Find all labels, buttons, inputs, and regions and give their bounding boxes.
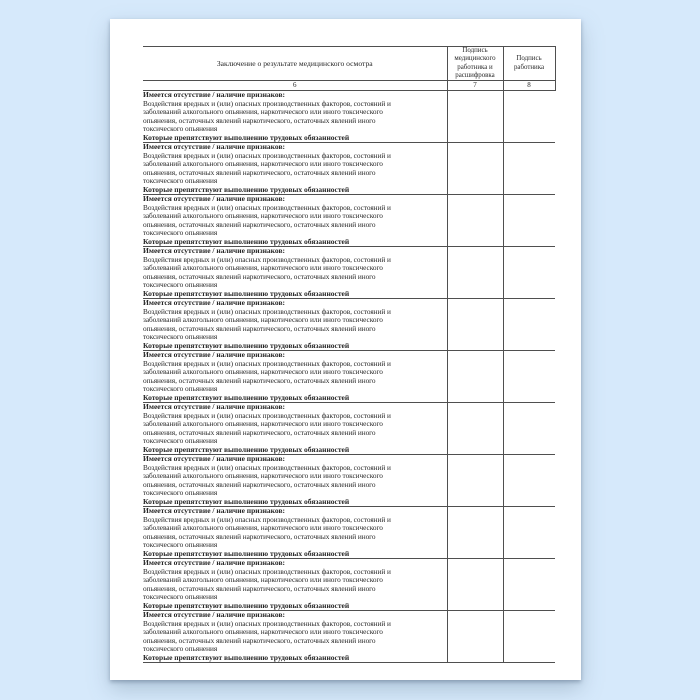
conclusion-cell bbox=[143, 143, 447, 195]
row-footer: Которые препятствуют выполнению трудовых обязанностей bbox=[143, 496, 350, 506]
row-body-line: заболеваний алкогольного опьянения, наркотического или иного токсического bbox=[143, 627, 383, 637]
conclusion-cell bbox=[143, 507, 447, 559]
row-body-line: заболеваний алкогольного опьянения, наркотического или иного токсического bbox=[143, 367, 383, 377]
row-title: Имеется отсутствие / наличие признаков: bbox=[143, 506, 286, 516]
worker-signature-cell[interactable] bbox=[503, 91, 555, 143]
table-row bbox=[143, 91, 555, 143]
row-body-line: опьянения, остаточных явлений наркотического, остаточных явлений иного bbox=[143, 531, 376, 541]
table-row bbox=[143, 455, 555, 507]
header-conclusion: Заключение о результате медицинского осмотра bbox=[143, 47, 447, 81]
row-body-line: Воздействия вредных и (или) опасных производственных факторов, состояний и bbox=[143, 98, 391, 108]
row-title: Имеется отсутствие / наличие признаков: bbox=[143, 610, 286, 620]
table-row bbox=[143, 143, 555, 195]
table-body bbox=[143, 91, 555, 663]
row-body-line: токсического опьянения bbox=[143, 488, 218, 498]
row-body-line: заболеваний алкогольного опьянения, наркотического или иного токсического bbox=[143, 315, 383, 325]
row-footer: Которые препятствуют выполнению трудовых обязанностей bbox=[143, 548, 350, 558]
row-footer: Которые препятствуют выполнению трудовых обязанностей bbox=[143, 340, 350, 350]
row-body-line: заболеваний алкогольного опьянения, наркотического или иного токсического bbox=[143, 575, 383, 585]
row-body-line: токсического опьянения bbox=[143, 332, 218, 342]
conclusion-cell bbox=[143, 455, 447, 507]
row-footer: Которые препятствуют выполнению трудовых обязанностей bbox=[143, 392, 350, 402]
medic-signature-cell[interactable] bbox=[447, 455, 503, 507]
medic-signature-cell[interactable] bbox=[447, 351, 503, 403]
worker-signature-cell[interactable] bbox=[503, 611, 555, 663]
header-medic-signature: Подпись медицинского работника и расшифровка bbox=[447, 47, 503, 81]
row-footer: Которые препятствуют выполнению трудовых обязанностей bbox=[143, 600, 350, 610]
row-body-line: токсического опьянения bbox=[143, 176, 218, 186]
row-body-line: Воздействия вредных и (или) опасных производственных факторов, состояний и bbox=[143, 410, 391, 420]
row-footer: Которые препятствуют выполнению трудовых обязанностей bbox=[143, 288, 350, 298]
medic-signature-cell[interactable] bbox=[447, 299, 503, 351]
column-number-7: 7 bbox=[447, 81, 503, 91]
row-footer: Которые препятствуют выполнению трудовых обязанностей bbox=[143, 444, 350, 454]
conclusion-cell bbox=[143, 299, 447, 351]
worker-signature-cell[interactable] bbox=[503, 455, 555, 507]
table-row bbox=[143, 247, 555, 299]
row-body-line: опьянения, остаточных явлений наркотического, остаточных явлений иного bbox=[143, 115, 376, 125]
row-body-line: токсического опьянения bbox=[143, 280, 218, 290]
medic-signature-cell[interactable] bbox=[447, 143, 503, 195]
worker-signature-cell[interactable] bbox=[503, 247, 555, 299]
conclusion-cell bbox=[143, 91, 447, 143]
row-body-line: Воздействия вредных и (или) опасных производственных факторов, состояний и bbox=[143, 202, 391, 212]
row-body-line: токсического опьянения bbox=[143, 124, 218, 134]
medic-signature-cell[interactable] bbox=[447, 559, 503, 611]
row-body-line: токсического опьянения bbox=[143, 644, 218, 654]
row-body-line: токсического опьянения bbox=[143, 384, 218, 394]
row-body-line: заболеваний алкогольного опьянения, наркотического или иного токсического bbox=[143, 419, 383, 429]
row-body-line: опьянения, остаточных явлений наркотического, остаточных явлений иного bbox=[143, 167, 376, 177]
row-title: Имеется отсутствие / наличие признаков: bbox=[143, 402, 286, 412]
table-row bbox=[143, 611, 555, 663]
worker-signature-cell[interactable] bbox=[503, 559, 555, 611]
row-footer: Которые препятствуют выполнению трудовых обязанностей bbox=[143, 652, 350, 662]
table-row bbox=[143, 351, 555, 403]
conclusion-cell bbox=[143, 247, 447, 299]
document-page bbox=[110, 19, 581, 680]
worker-signature-cell[interactable] bbox=[503, 143, 555, 195]
row-body-line: токсического опьянения bbox=[143, 540, 218, 550]
row-title: Имеется отсутствие / наличие признаков: bbox=[143, 142, 286, 152]
worker-signature-cell[interactable] bbox=[503, 299, 555, 351]
table-row bbox=[143, 299, 555, 351]
medic-signature-cell[interactable] bbox=[447, 247, 503, 299]
row-body-line: Воздействия вредных и (или) опасных производственных факторов, состояний и bbox=[143, 306, 391, 316]
column-number-8: 8 bbox=[503, 81, 555, 91]
row-title: Имеется отсутствие / наличие признаков: bbox=[143, 454, 286, 464]
row-body-line: Воздействия вредных и (или) опасных производственных факторов, состояний и bbox=[143, 358, 391, 368]
worker-signature-cell[interactable] bbox=[503, 507, 555, 559]
column-number-row bbox=[143, 81, 555, 91]
row-title: Имеется отсутствие / наличие признаков: bbox=[143, 194, 286, 204]
conclusion-cell bbox=[143, 403, 447, 455]
column-number-6: 6 bbox=[143, 81, 447, 91]
row-title: Имеется отсутствие / наличие признаков: bbox=[143, 350, 286, 360]
table-row bbox=[143, 507, 555, 559]
row-body-line: опьянения, остаточных явлений наркотического, остаточных явлений иного bbox=[143, 583, 376, 593]
row-body-line: Воздействия вредных и (или) опасных производственных факторов, состояний и bbox=[143, 514, 391, 524]
conclusion-cell bbox=[143, 559, 447, 611]
row-body-line: заболеваний алкогольного опьянения, наркотического или иного токсического bbox=[143, 107, 383, 117]
conclusion-cell bbox=[143, 351, 447, 403]
row-title: Имеется отсутствие / наличие признаков: bbox=[143, 298, 286, 308]
table-header-row bbox=[143, 47, 555, 81]
row-body-line: опьянения, остаточных явлений наркотического, остаточных явлений иного bbox=[143, 375, 376, 385]
row-title: Имеется отсутствие / наличие признаков: bbox=[143, 90, 286, 100]
row-body-line: заболеваний алкогольного опьянения, наркотического или иного токсического bbox=[143, 263, 383, 273]
row-body-line: опьянения, остаточных явлений наркотического, остаточных явлений иного bbox=[143, 323, 376, 333]
conclusion-cell bbox=[143, 195, 447, 247]
row-body-line: токсического опьянения bbox=[143, 228, 218, 238]
row-body-line: токсического опьянения bbox=[143, 592, 218, 602]
row-footer: Которые препятствуют выполнению трудовых обязанностей bbox=[143, 236, 350, 246]
header-worker-signature: Подпись работника bbox=[503, 47, 555, 81]
row-footer: Которые препятствуют выполнению трудовых обязанностей bbox=[143, 132, 350, 142]
row-footer: Которые препятствуют выполнению трудовых обязанностей bbox=[143, 184, 350, 194]
row-body-line: токсического опьянения bbox=[143, 436, 218, 446]
table-row bbox=[143, 559, 555, 611]
table-row bbox=[143, 403, 555, 455]
row-body-line: заболеваний алкогольного опьянения, наркотического или иного токсического bbox=[143, 211, 383, 221]
row-body-line: заболеваний алкогольного опьянения, наркотического или иного токсического bbox=[143, 471, 383, 481]
row-body-line: Воздействия вредных и (или) опасных производственных факторов, состояний и bbox=[143, 150, 391, 160]
medic-signature-cell[interactable] bbox=[447, 91, 503, 143]
row-title: Имеется отсутствие / наличие признаков: bbox=[143, 246, 286, 256]
medic-signature-cell[interactable] bbox=[447, 507, 503, 559]
row-body-line: Воздействия вредных и (или) опасных производственных факторов, состояний и bbox=[143, 254, 391, 264]
row-body-line: Воздействия вредных и (или) опасных производственных факторов, состояний и bbox=[143, 566, 391, 576]
row-body-line: опьянения, остаточных явлений наркотического, остаточных явлений иного bbox=[143, 271, 376, 281]
row-body-line: заболеваний алкогольного опьянения, наркотического или иного токсического bbox=[143, 523, 383, 533]
medical-exam-results-table bbox=[143, 46, 556, 663]
row-title: Имеется отсутствие / наличие признаков: bbox=[143, 558, 286, 568]
row-body-line: заболеваний алкогольного опьянения, наркотического или иного токсического bbox=[143, 159, 383, 169]
medic-signature-cell[interactable] bbox=[447, 611, 503, 663]
row-body-line: опьянения, остаточных явлений наркотического, остаточных явлений иного bbox=[143, 479, 376, 489]
table-row bbox=[143, 195, 555, 247]
medic-signature-cell[interactable] bbox=[447, 195, 503, 247]
row-body-line: опьянения, остаточных явлений наркотического, остаточных явлений иного bbox=[143, 219, 376, 229]
conclusion-cell bbox=[143, 611, 447, 663]
medic-signature-cell[interactable] bbox=[447, 403, 503, 455]
row-body-line: Воздействия вредных и (или) опасных производственных факторов, состояний и bbox=[143, 462, 391, 472]
row-body-line: опьянения, остаточных явлений наркотического, остаточных явлений иного bbox=[143, 427, 376, 437]
worker-signature-cell[interactable] bbox=[503, 403, 555, 455]
row-body-line: Воздействия вредных и (или) опасных производственных факторов, состояний и bbox=[143, 618, 391, 628]
worker-signature-cell[interactable] bbox=[503, 195, 555, 247]
row-body-line: опьянения, остаточных явлений наркотического, остаточных явлений иного bbox=[143, 635, 376, 645]
worker-signature-cell[interactable] bbox=[503, 351, 555, 403]
